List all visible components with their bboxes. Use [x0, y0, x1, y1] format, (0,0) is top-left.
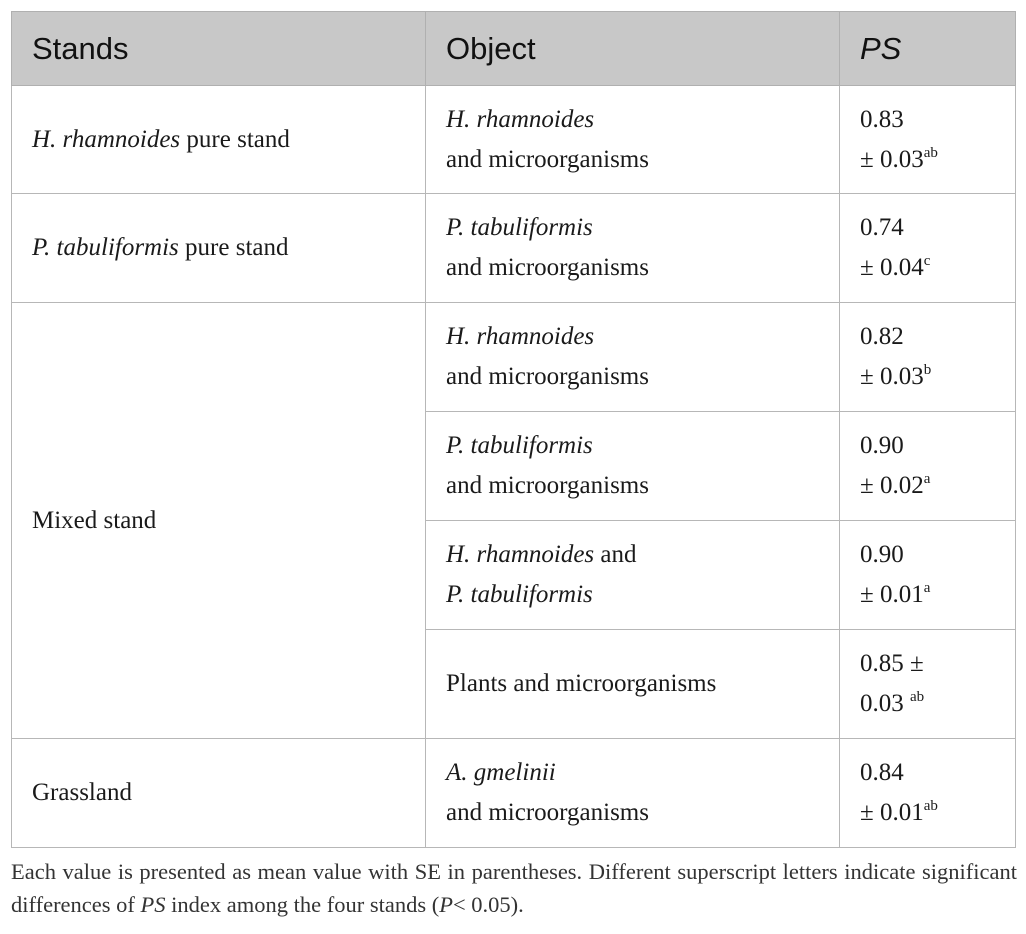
ps-cell: 0.74 ± 0.04$^c$ [840, 194, 1016, 303]
stand-cell: Mixed stand [12, 303, 426, 739]
table-row [12, 194, 1016, 303]
ps-index-table [11, 11, 1016, 848]
stand-cell: Grassland [12, 739, 426, 848]
object-cell: Plants and microorganisms [426, 630, 840, 739]
header-object: Object [426, 12, 840, 86]
table-row [12, 303, 1016, 412]
ps-cell: 0.85 ± 0.03 $^{ab}$ [840, 630, 1016, 739]
ps-cell: 0.83 ± 0.03$^{ab}$ [840, 86, 1016, 194]
object-cell: P. tabuliformis and microorganisms [426, 412, 840, 521]
stand-cell: H. rhamnoides pure stand [12, 86, 426, 194]
object-cell: A. gmelinii and microorganisms [426, 739, 840, 848]
ps-cell: 0.90 ± 0.01$^a$ [840, 521, 1016, 630]
header-stands: Stands [12, 12, 426, 86]
object-cell: H. rhamnoides and microorganisms [426, 86, 840, 194]
table-row [12, 739, 1016, 848]
header-ps: PS [840, 12, 1016, 86]
object-cell: H. rhamnoides and P. tabuliformis [426, 521, 840, 630]
object-cell: H. rhamnoides and microorganisms [426, 303, 840, 412]
ps-cell: 0.82 ± 0.03$^b$ [840, 303, 1016, 412]
ps-cell: 0.90 ± 0.02$^a$ [840, 412, 1016, 521]
stand-cell: P. tabuliformis pure stand [12, 194, 426, 303]
table-row [12, 86, 1016, 194]
ps-cell: 0.84 ± 0.01$^{ab}$ [840, 739, 1016, 848]
header-row [12, 12, 1016, 86]
table-footnote: Each value is presented as mean value with SE in parentheses. Different superscript letters indicate significant differences of PS index among the four stands (P< 0.05). [11, 859, 1017, 917]
object-cell: P. tabuliformis and microorganisms [426, 194, 840, 303]
